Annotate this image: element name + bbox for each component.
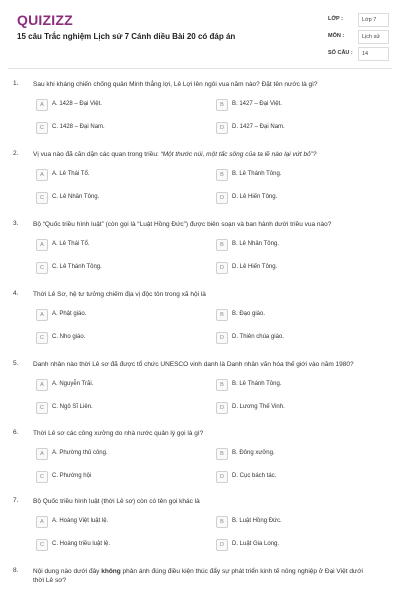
class-label: LỚP : xyxy=(328,16,343,22)
option-text: C. Phường hội xyxy=(52,473,92,479)
question-text: Thời Lê sơ các công xưởng do nhà nước quản lý gọi là gì? xyxy=(33,430,204,437)
option-text: B. Luật Hồng Đức. xyxy=(232,518,282,524)
question-number: 4. xyxy=(13,290,19,297)
option-text: A. Phật giáo. xyxy=(52,311,87,317)
option-text: C. 1428 – Đại Nam. xyxy=(52,124,105,130)
option-letter: A xyxy=(36,239,48,251)
option-letter: A xyxy=(36,309,48,321)
question-text: Bộ Quốc triều hình luật (thời Lê sơ) còn có tên gọi khác là xyxy=(33,498,200,505)
option-letter: A xyxy=(36,379,48,391)
option-letter: A xyxy=(36,99,48,111)
option-letter: C xyxy=(36,262,48,274)
question-text: Thời Lê Sơ, hệ tư tưởng chiếm địa vị độc tôn trong xã hội là xyxy=(33,291,206,298)
option-letter: D xyxy=(216,471,228,483)
option-text: A. Phường thủ công. xyxy=(52,450,108,456)
option-text: B. Lê Nhân Tông. xyxy=(232,241,279,247)
option-letter: C xyxy=(36,192,48,204)
option-letter: A xyxy=(36,516,48,528)
question-number: 8. xyxy=(13,567,19,574)
option-text: A. Nguyễn Trãi. xyxy=(52,381,94,387)
option-letter: D xyxy=(216,539,228,551)
question-text: Bộ “Quốc triều hình luật” (còn gọi là “Luật Hồng Đức”) được biên soạn và ban hành dưới triều vua nào? xyxy=(33,221,332,228)
option-text: A. 1428 – Đại Việt. xyxy=(52,101,102,107)
question-emphasis: không xyxy=(101,568,121,575)
option-letter: B xyxy=(216,169,228,181)
option-text: B. Lê Thánh Tông. xyxy=(232,381,282,387)
option-letter: A xyxy=(36,448,48,460)
option-text: A. Hoàng Việt luật lệ. xyxy=(52,518,109,524)
option-letter: B xyxy=(216,379,228,391)
question-text xyxy=(33,150,369,159)
option-text: C. Lê Nhân Tông. xyxy=(52,194,100,200)
option-letter: D xyxy=(216,402,228,414)
option-letter: C xyxy=(36,332,48,344)
option-text: D. Lê Hiến Tông. xyxy=(232,264,278,270)
option-text: A. Lê Thái Tổ. xyxy=(52,241,90,247)
option-letter: C xyxy=(36,539,48,551)
class-value: Lớp 7 xyxy=(358,13,389,27)
option-letter: C xyxy=(36,402,48,414)
question-text: Sau khi kháng chiến chống quân Minh thắng lợi, Lê Lợi lên ngôi vua năm nào? Đặt tên nước là gì? xyxy=(33,81,318,88)
class-row xyxy=(328,13,390,27)
option-text: C. Ngô Sĩ Liên. xyxy=(52,404,93,410)
option-text: B. 1427 – Đại Việt. xyxy=(232,101,282,107)
option-text: D. Lương Thế Vinh. xyxy=(232,404,285,410)
option-text: D. Lê Hiến Tông. xyxy=(232,194,278,200)
option-letter: B xyxy=(216,448,228,460)
option-letter: B xyxy=(216,309,228,321)
option-text: B. Đạo giáo. xyxy=(232,311,266,317)
count-row xyxy=(328,47,390,61)
option-text: A. Lê Thái Tổ. xyxy=(52,171,90,177)
option-text: C. Lê Thánh Tông. xyxy=(52,264,102,270)
question-number: 2. xyxy=(13,150,19,157)
option-letter: B xyxy=(216,99,228,111)
header-divider xyxy=(8,68,392,69)
option-text: D. Thiên chúa giáo. xyxy=(232,334,284,340)
question-text xyxy=(33,567,369,585)
count-value: 14 xyxy=(358,47,389,61)
question-number: 5. xyxy=(13,360,19,367)
option-letter: B xyxy=(216,239,228,251)
question-text: Danh nhân nào thời Lê sơ đã được tổ chức UNESCO vinh danh là Danh nhân văn hóa thế giới vào năm 1980? xyxy=(33,361,354,368)
option-letter: D xyxy=(216,262,228,274)
option-letter: D xyxy=(216,332,228,344)
worksheet-meta xyxy=(328,13,390,64)
question-text-plain: Nội dung nào dưới đây xyxy=(33,568,102,575)
option-text: D. Cục bách tác. xyxy=(232,473,277,479)
question-number: 3. xyxy=(13,220,19,227)
question-text-plain: phản ánh đúng điều kiện thúc đẩy sự phát triển kinh tế nông nghiệp ở Đại Việt dưới thời Lê sơ? xyxy=(33,568,363,584)
option-text: C. Nho giáo. xyxy=(52,334,86,340)
option-text: B. Đông xưởng. xyxy=(232,450,275,456)
option-text: D. 1427 – Đại Nam. xyxy=(232,124,285,130)
worksheet-header xyxy=(0,0,400,68)
option-letter: A xyxy=(36,169,48,181)
question-text-plain: Vị vua nào đã căn dặn các quan trong triều: xyxy=(33,151,161,158)
option-text: C. Hoàng triều luật lệ. xyxy=(52,541,111,547)
subject-value: Lịch sử xyxy=(358,30,389,44)
question-number: 7. xyxy=(13,497,19,504)
option-letter: D xyxy=(216,192,228,204)
option-letter: C xyxy=(36,122,48,134)
question-quote: “Một thước núi, một tấc sông của ta lẽ nào lại vứt bỏ”? xyxy=(160,151,317,158)
question-number: 1. xyxy=(13,80,19,87)
subject-label: MÔN : xyxy=(328,33,345,39)
option-text: B. Lê Thánh Tông. xyxy=(232,171,282,177)
option-letter: C xyxy=(36,471,48,483)
option-text: D. Luật Gia Long. xyxy=(232,541,280,547)
count-label: SỐ CÂU : xyxy=(328,50,353,56)
option-letter: D xyxy=(216,122,228,134)
question-number: 6. xyxy=(13,429,19,436)
quizizz-logo: QUIZIZZ xyxy=(17,12,73,28)
option-letter: B xyxy=(216,516,228,528)
page-title: 15 câu Trắc nghiệm Lịch sử 7 Cánh diều Bài 20 có đáp án xyxy=(17,32,236,41)
subject-row xyxy=(328,30,390,44)
